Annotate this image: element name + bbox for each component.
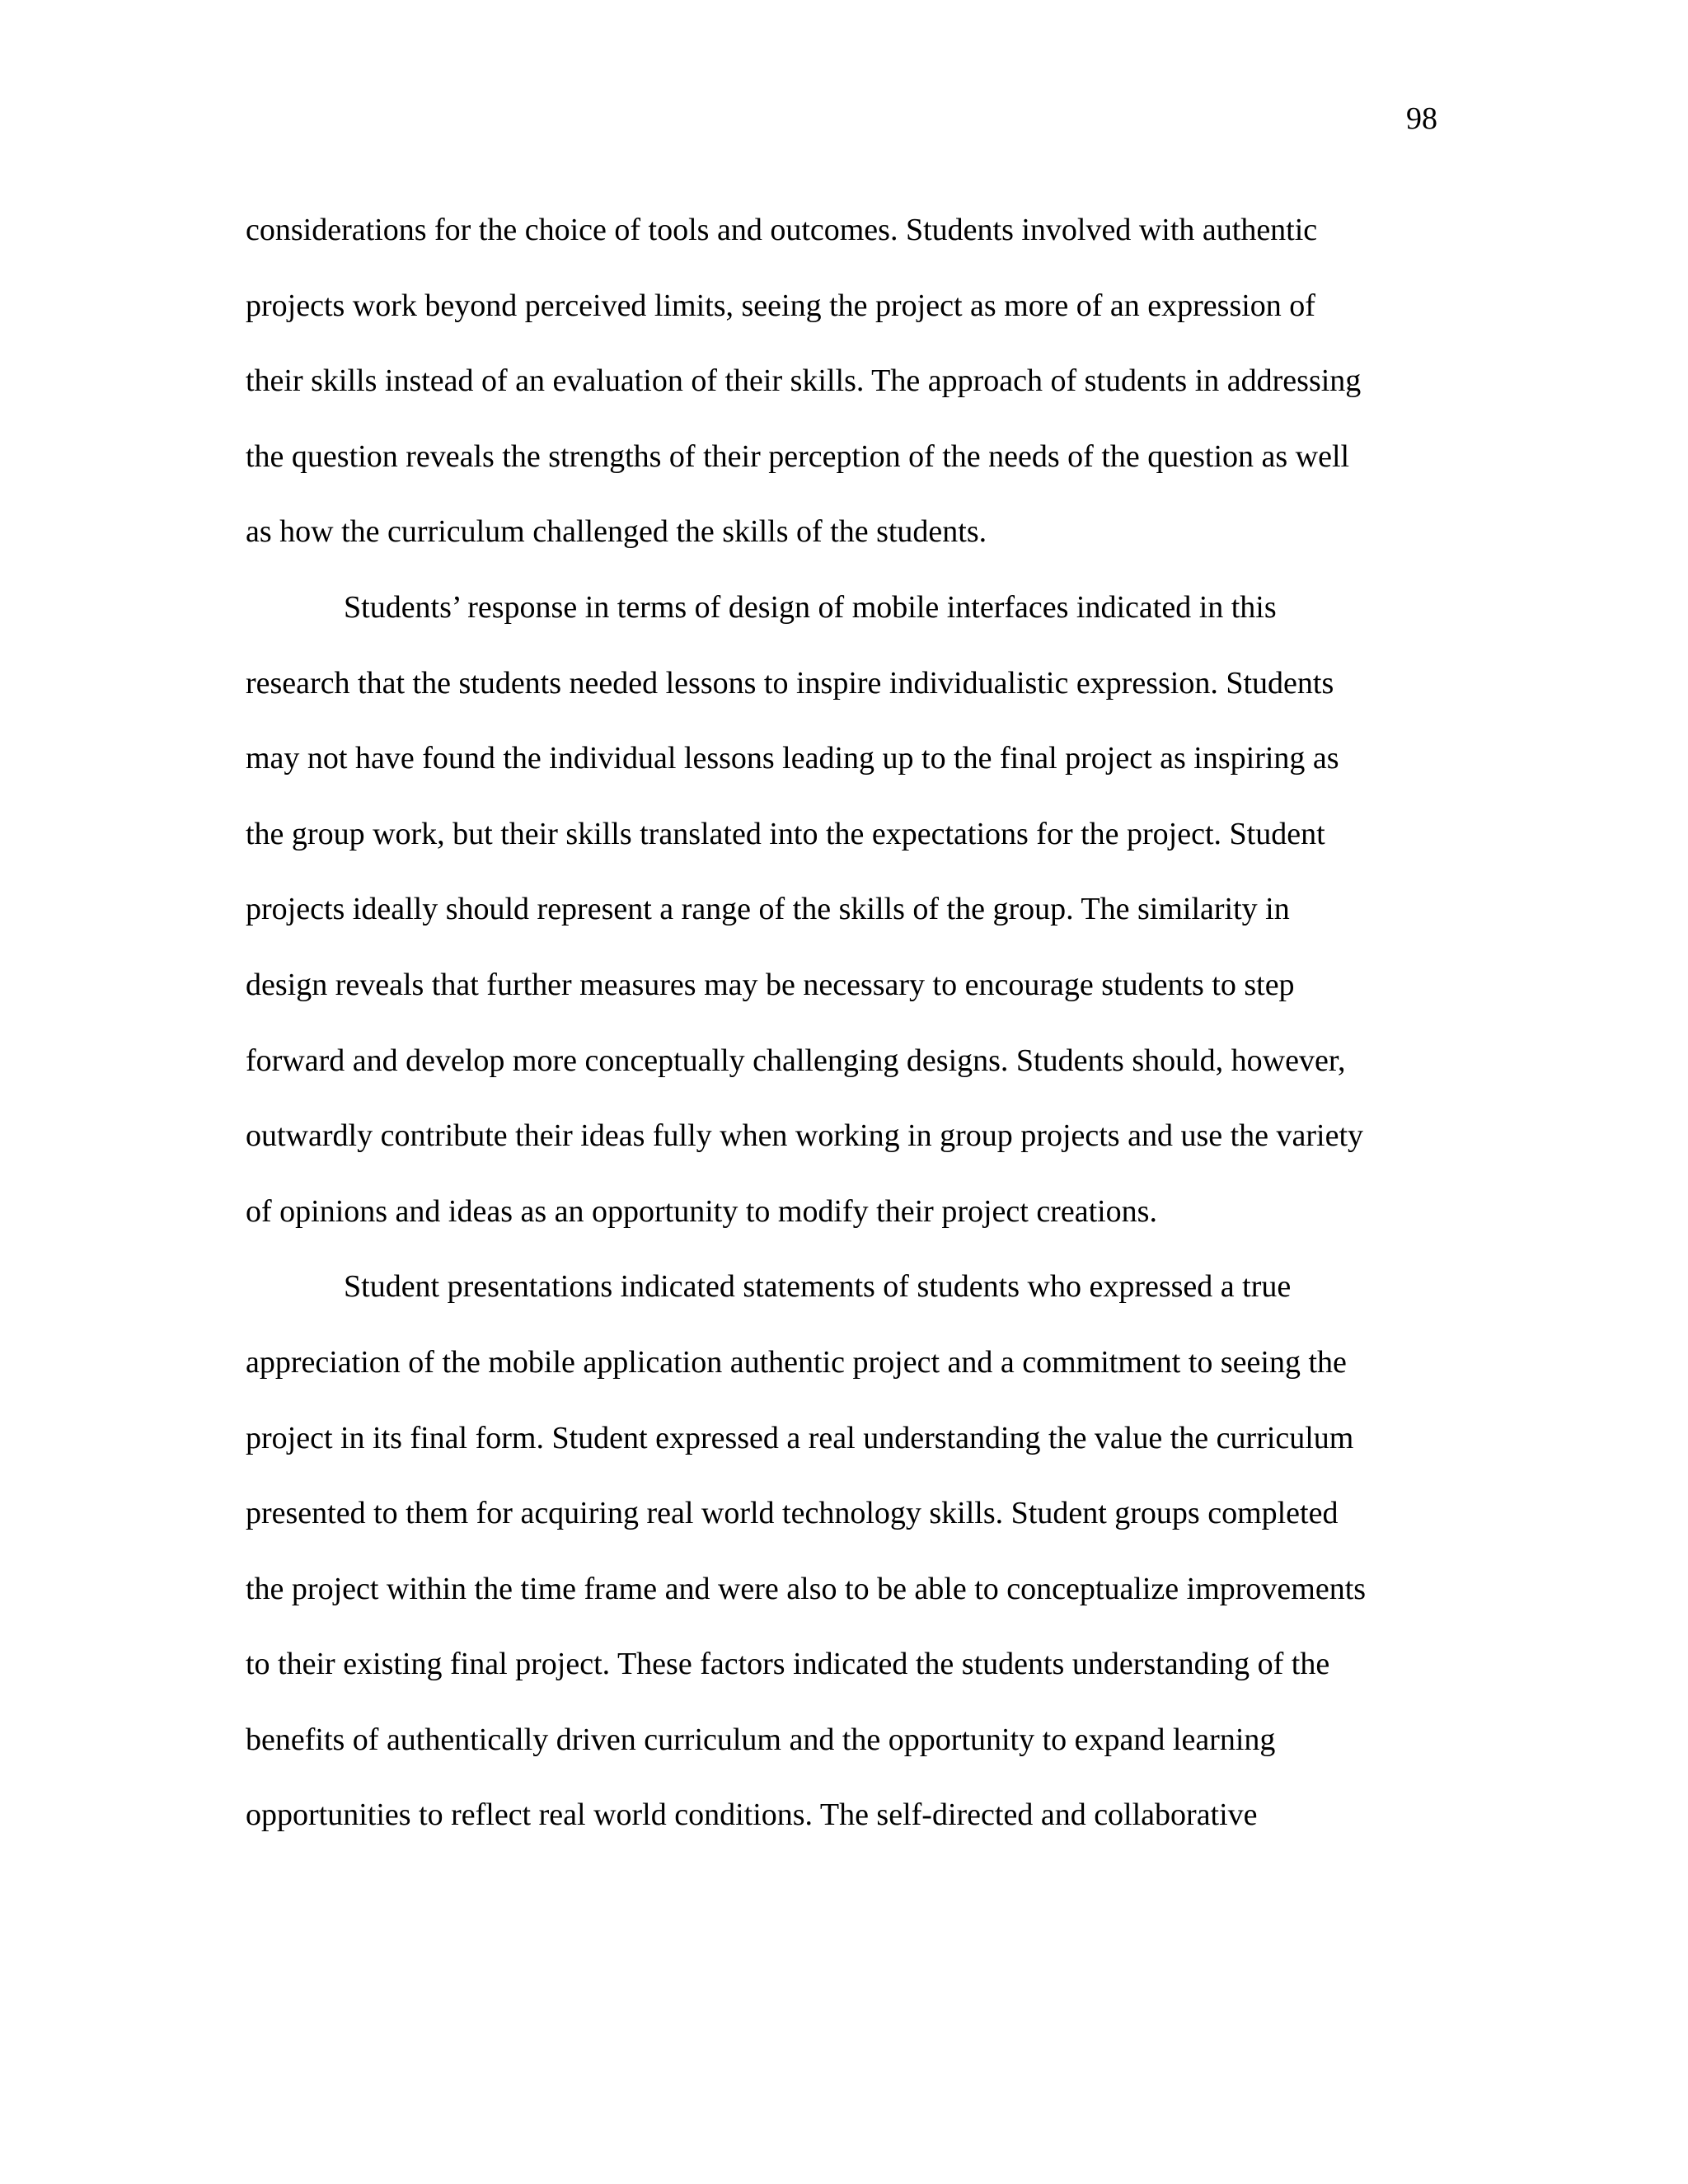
text-line: design reveals that further measures may be necessary to encourage students to step bbox=[246, 967, 1295, 1002]
text-line: research that the students needed lessons to inspire individualistic expression. Students bbox=[246, 665, 1334, 701]
text-line: forward and develop more conceptually challenging designs. Students should, however, bbox=[246, 1043, 1346, 1078]
text-line: Student presentations indicated statements of students who expressed a true bbox=[344, 1269, 1292, 1305]
text-line: of opinions and ideas as an opportunity to modify their project creations. bbox=[246, 1193, 1157, 1229]
text-line: may not have found the individual lessons leading up to the final project as inspiring as bbox=[246, 741, 1339, 776]
text-line: opportunities to reflect real world conditions. The self-directed and collaborative bbox=[246, 1797, 1258, 1833]
body-text bbox=[246, 193, 1449, 1854]
text-line: Students’ response in terms of design of mobile interfaces indicated in this bbox=[344, 589, 1277, 625]
text-line: outwardly contribute their ideas fully when working in group projects and use the variety bbox=[246, 1118, 1364, 1154]
page-number: 98 bbox=[1406, 101, 1437, 136]
text-line: presented to them for acquiring real world technology skills. Student groups completed bbox=[246, 1496, 1339, 1531]
text-line: projects work beyond perceived limits, seeing the project as more of an expression of bbox=[246, 288, 1315, 323]
text-line: their skills instead of an evaluation of their skills. The approach of students in addressing bbox=[246, 363, 1362, 399]
text-line: the group work, but their skills translated into the expectations for the project. Student bbox=[246, 816, 1325, 851]
text-line: the project within the time frame and were also to be able to conceptualize improvements bbox=[246, 1571, 1367, 1606]
text-line: projects ideally should represent a range of the skills of the group. The similarity in bbox=[246, 892, 1290, 927]
text-line: appreciation of the mobile application authentic project and a commitment to seeing the bbox=[246, 1344, 1347, 1380]
text-line: benefits of authentically driven curriculum and the opportunity to expand learning bbox=[246, 1722, 1276, 1757]
text-line: the question reveals the strengths of their perception of the needs of the question as well bbox=[246, 438, 1350, 474]
text-line: considerations for the choice of tools and outcomes. Students involved with authentic bbox=[246, 213, 1318, 247]
text-line: project in its final form. Student expressed a real understanding the value the curriculum bbox=[246, 1420, 1354, 1455]
text-line: to their existing final project. These factors indicated the students understanding of the bbox=[246, 1647, 1330, 1682]
text-line: as how the curriculum challenged the skills of the students. bbox=[246, 514, 987, 550]
